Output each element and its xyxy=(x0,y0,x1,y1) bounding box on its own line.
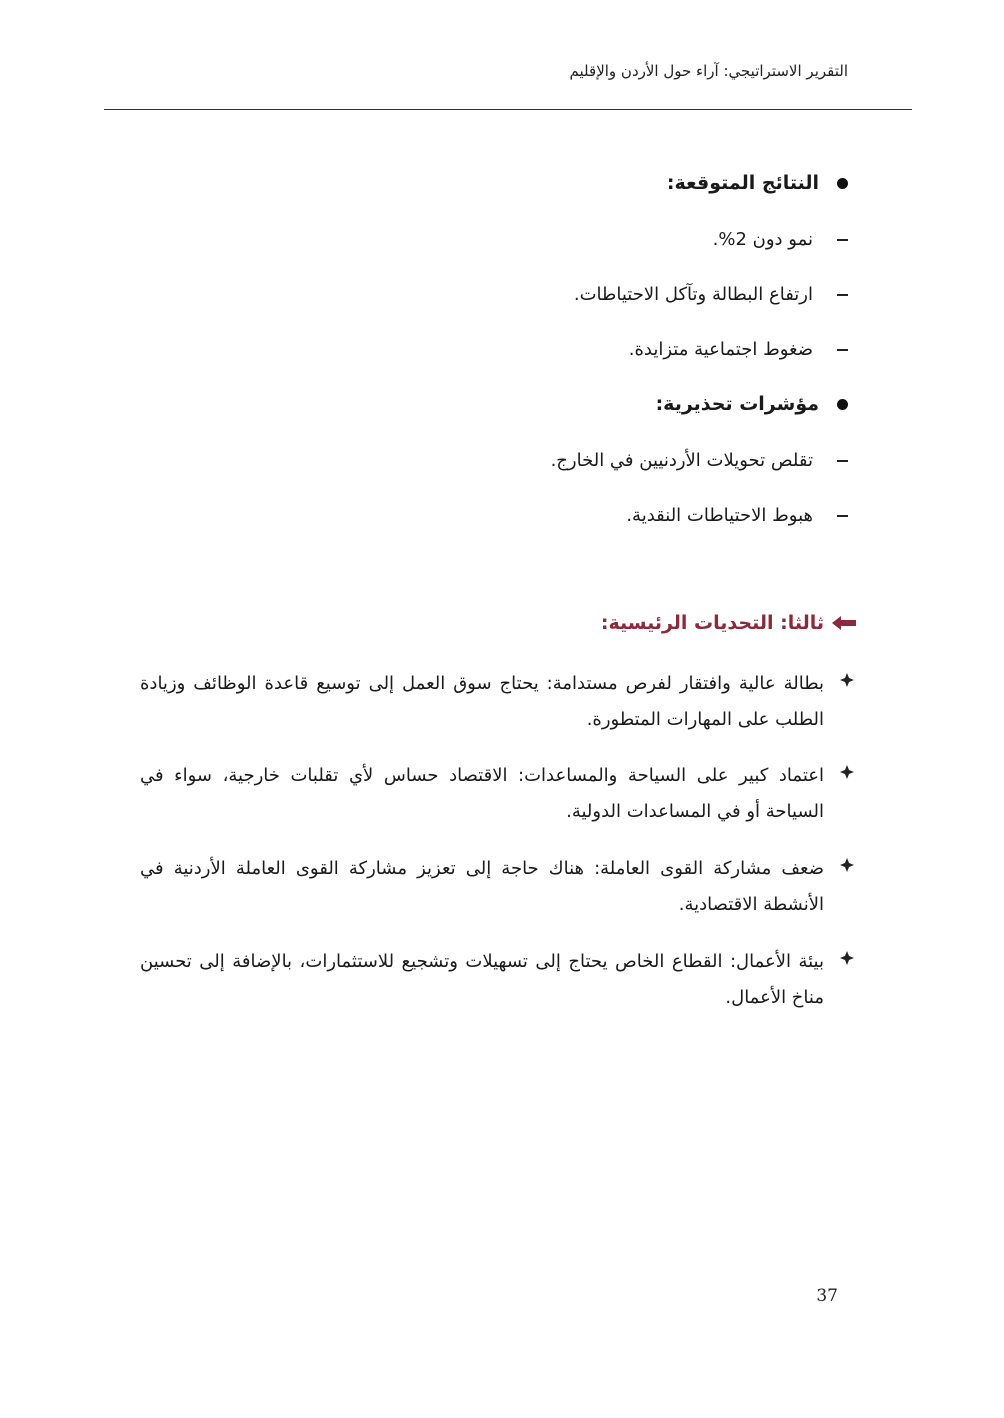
diamond-bullet-icon xyxy=(840,673,854,687)
challenge-text: بطالة عالية وافتقار لفرص مستدامة: يحتاج سوق العمل إلى توسيع قاعدة الوظائف وزيادة الطلب على المهارات المتطورة. xyxy=(140,673,824,730)
dash-icon xyxy=(837,460,848,462)
outcome-item-text: نمو دون 2%. xyxy=(712,229,813,250)
warning-item xyxy=(140,450,848,471)
challenge-item xyxy=(140,666,854,738)
running-header: التقرير الاستراتيجي: آراء حول الأردن والإقليم xyxy=(569,62,848,80)
outcome-item-text: ضغوط اجتماعية متزايدة. xyxy=(628,339,813,360)
warning-item-text: هبوط الاحتياطات النقدية. xyxy=(626,505,813,526)
bullet-dot-icon xyxy=(837,399,848,410)
challenge-text: بيئة الأعمال: القطاع الخاص يحتاج إلى تسهيلات وتشجيع للاستثمارات، بالإضافة إلى تحسين مناخ الأعمال. xyxy=(140,951,824,1008)
warning-item xyxy=(140,505,848,526)
outcomes-heading-row xyxy=(140,172,848,194)
page-number: 37 xyxy=(816,1286,838,1306)
dash-icon xyxy=(837,349,848,351)
dash-icon xyxy=(837,515,848,517)
challenges-title: ثالثا: التحديات الرئيسية: xyxy=(600,612,824,634)
outcome-item xyxy=(140,229,848,250)
warnings-heading: مؤشرات تحذيرية: xyxy=(655,393,819,415)
challenge-item xyxy=(140,944,854,1016)
arrow-left-icon xyxy=(832,616,856,630)
outcome-item xyxy=(140,339,848,360)
challenge-text: ضعف مشاركة القوى العاملة: هناك حاجة إلى تعزيز مشاركة القوى العاملة الأردنية في الأنشطة الاقتصادية. xyxy=(140,858,824,915)
dash-icon xyxy=(837,294,848,296)
diamond-bullet-icon xyxy=(840,765,854,779)
challenges-title-row xyxy=(601,612,856,634)
diamond-bullet-icon xyxy=(840,858,854,872)
challenge-item xyxy=(140,758,854,830)
warning-item-text: تقلص تحويلات الأردنيين في الخارج. xyxy=(550,450,813,471)
diamond-bullet-icon xyxy=(840,951,854,965)
challenge-item xyxy=(140,851,854,923)
outcome-item-text: ارتفاع البطالة وتآكل الاحتياطات. xyxy=(573,284,813,305)
dash-icon xyxy=(837,239,848,241)
challenge-text: اعتماد كبير على السياحة والمساعدات: الاقتصاد حساس لأي تقلبات خارجية، سواء في السياحة أو في المساعدات الدولية. xyxy=(140,765,824,822)
outcome-item xyxy=(140,284,848,305)
header-divider xyxy=(104,109,912,110)
warnings-heading-row xyxy=(140,393,848,415)
outcomes-heading: النتائج المتوقعة: xyxy=(666,172,819,194)
bullet-dot-icon xyxy=(837,178,848,189)
